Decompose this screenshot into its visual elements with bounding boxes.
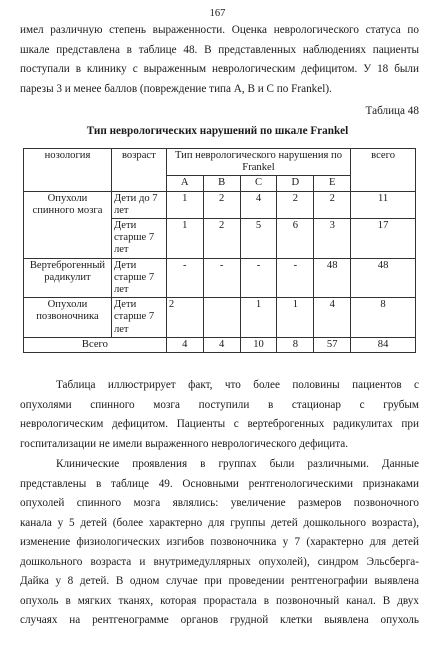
- value-cell: 57: [314, 337, 351, 352]
- table-row: [24, 298, 416, 338]
- paragraph-clinical: [20, 455, 419, 631]
- age-cell: Дети старше 7 лет: [111, 298, 166, 338]
- value-cell: 2: [203, 219, 240, 259]
- value-cell: 48: [314, 258, 351, 298]
- header-type-d: D: [277, 176, 314, 191]
- total-cell: 48: [351, 258, 416, 298]
- text-line: госпитализации не имели выраженного неврологического дефицита.: [20, 437, 349, 450]
- text-line: представлены в таблице 49. Основными рентгенологическими признаками: [20, 477, 419, 490]
- value-cell: 1: [277, 298, 314, 338]
- header-type-c: C: [240, 176, 277, 191]
- value-cell: 1: [166, 219, 203, 259]
- text-line: поступали в клинику с выраженным неврологическим дефицитом. У 18 были: [20, 63, 419, 75]
- value-cell: -: [240, 258, 277, 298]
- total-cell: 8: [351, 298, 416, 338]
- table-row: [24, 258, 416, 298]
- value-cell: 1: [166, 191, 203, 218]
- paragraph-table-summary: [20, 376, 419, 454]
- value-cell: -: [277, 258, 314, 298]
- text-line: Клинические проявления в группах были различными. Данные: [56, 458, 419, 470]
- value-cell: 8: [277, 337, 314, 352]
- header-type-e: E: [314, 176, 351, 191]
- table-title: Тип неврологических нарушений по шкале Frankel: [86, 125, 349, 137]
- paragraph-intro: [20, 21, 419, 99]
- value-cell: 4: [314, 298, 351, 338]
- nosology-cell: Опухоли позвоночника: [24, 298, 112, 338]
- text-line: имел различную степень выраженности. Оценка неврологического статуса по: [20, 24, 419, 36]
- value-cell: 6: [277, 219, 314, 259]
- value-cell: 4: [203, 337, 240, 352]
- value-cell: 1: [240, 298, 277, 338]
- table-row: [24, 191, 416, 218]
- text-line: опухолями спинного мозга поступили в стационар с грубым: [20, 398, 419, 411]
- text-line: парезы 3 и менее баллов (повреждение типа А, В и С по Frankel).: [20, 82, 332, 95]
- value-cell: 2: [166, 298, 203, 338]
- age-cell: Дети старше 7 лет: [111, 219, 166, 259]
- value-cell: [203, 298, 240, 338]
- value-cell: 4: [166, 337, 203, 352]
- header-type-group: Тип неврологического нарушения по Frankel: [166, 149, 350, 176]
- nosology-cell: Опухоли спинного мозга: [24, 191, 112, 258]
- value-cell: 2: [277, 191, 314, 218]
- header-age: возраст: [111, 149, 166, 192]
- value-cell: 10: [240, 337, 277, 352]
- total-cell: 11: [351, 191, 416, 218]
- text-line: Таблица иллюстрирует факт, что более половины пациентов с: [56, 379, 419, 391]
- value-cell: -: [203, 258, 240, 298]
- text-line: дошкольного возраста и внутримедуллярных опухолей), синдром Эльсберга-: [20, 555, 419, 568]
- header-type-a: A: [166, 176, 203, 191]
- age-cell: Дети до 7 лет: [111, 191, 166, 218]
- header-type-b: B: [203, 176, 240, 191]
- total-cell: 84: [351, 337, 416, 352]
- text-line: шкале представлена в таблице 48. В представленных наблюдениях пациенты: [20, 43, 419, 56]
- value-cell: 5: [240, 219, 277, 259]
- value-cell: 4: [240, 191, 277, 218]
- header-nosology: нозология: [24, 149, 112, 192]
- frankel-table: [23, 148, 416, 353]
- text-line: опухоль в мягких тканях, которая прорастала в позвоночный канал. В двух: [20, 594, 419, 607]
- value-cell: 2: [314, 191, 351, 218]
- header-total: всего: [351, 149, 416, 192]
- age-cell: Дети старше 7 лет: [111, 258, 166, 298]
- total-label: Всего: [24, 337, 167, 352]
- nosology-cell: Вертеброгенный радикулит: [24, 258, 112, 298]
- page-number: 167: [209, 8, 226, 19]
- value-cell: 2: [203, 191, 240, 218]
- value-cell: 3: [314, 219, 351, 259]
- text-line: канала у 5 детей (более характерно для группы детей дошкольного возраста),: [20, 516, 419, 529]
- table-label: Таблица 48: [365, 105, 419, 117]
- text-line: случаях на рентгенограмме органов грудной клетки выявлена опухоль: [20, 614, 419, 626]
- table-header-row: [24, 149, 416, 176]
- value-cell: -: [166, 258, 203, 298]
- text-line: неврологическим дефицитом. Пациенты с вертеброгенных радикулитах при: [20, 418, 419, 430]
- text-line: Дайка у 8 детей. В одном случае при проведении рентгенографии выявлена: [20, 575, 419, 587]
- text-line: опухолей спинного мозга являлись: увеличение размеров позвоночного: [20, 497, 419, 509]
- table-total-row: [24, 337, 416, 352]
- text-line: изменение физиологических изгибов позвоночника у 7 (характерно для детей: [20, 536, 419, 548]
- total-cell: 17: [351, 219, 416, 259]
